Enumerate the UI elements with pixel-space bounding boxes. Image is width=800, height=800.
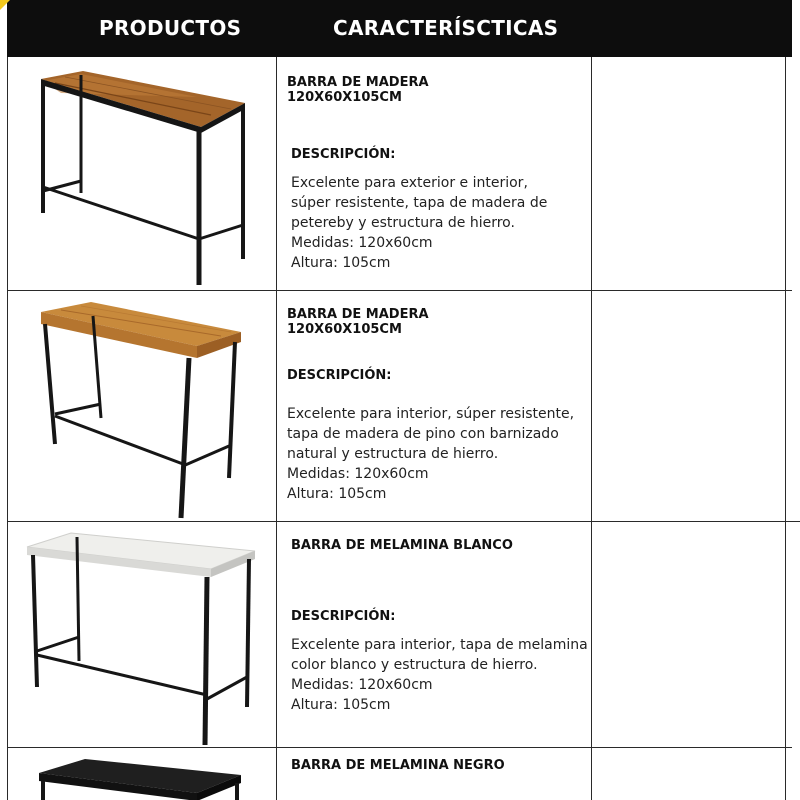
bar-table-pine-wood-image	[21, 296, 251, 521]
description-label: DESCRIPCIÓN:	[291, 609, 396, 624]
table-row	[7, 57, 792, 290]
description-text: Excelente para interior, tapa de melamina color blanco y estructura de hierro. Medidas: 120x60cm Altura: 105cm	[291, 637, 588, 713]
product-title: BARRA DE MELAMINA BLANCO	[291, 538, 513, 553]
product-title: BARRA DE MELAMINA NEGRO	[291, 758, 505, 773]
bar-table-white-melamine-image	[21, 527, 261, 749]
description-text: Excelente para exterior e interior, súper resistente, tapa de madera de petereby y estructura de hierro. Medidas: 120x60cm Altura: 105cm	[291, 175, 548, 271]
description-label: DESCRIPCIÓN:	[291, 147, 396, 162]
table-row	[7, 290, 792, 521]
corner-accent	[0, 0, 10, 10]
bar-table-dark-wood-image	[21, 63, 251, 291]
product-title: BARRA DE MADERA 120X60X105CM	[287, 307, 429, 337]
description-text: Excelente para interior, súper resistente, tapa de madera de pino con barnizado natural y estructura de hierro. Medidas: 120x60cm Altura: 105cm	[287, 406, 575, 502]
bar-table-black-melamine-image	[21, 753, 251, 800]
table-row	[7, 521, 792, 747]
header-products: PRODUCTOS	[99, 16, 242, 40]
product-title: BARRA DE MADERA 120X60X105CM	[287, 75, 429, 105]
product-table	[7, 57, 800, 800]
table-row	[7, 747, 792, 800]
table-header	[7, 0, 792, 57]
description-label: DESCRIPCIÓN:	[287, 368, 392, 383]
header-features: CARACTERÍSCTICAS	[333, 16, 559, 40]
